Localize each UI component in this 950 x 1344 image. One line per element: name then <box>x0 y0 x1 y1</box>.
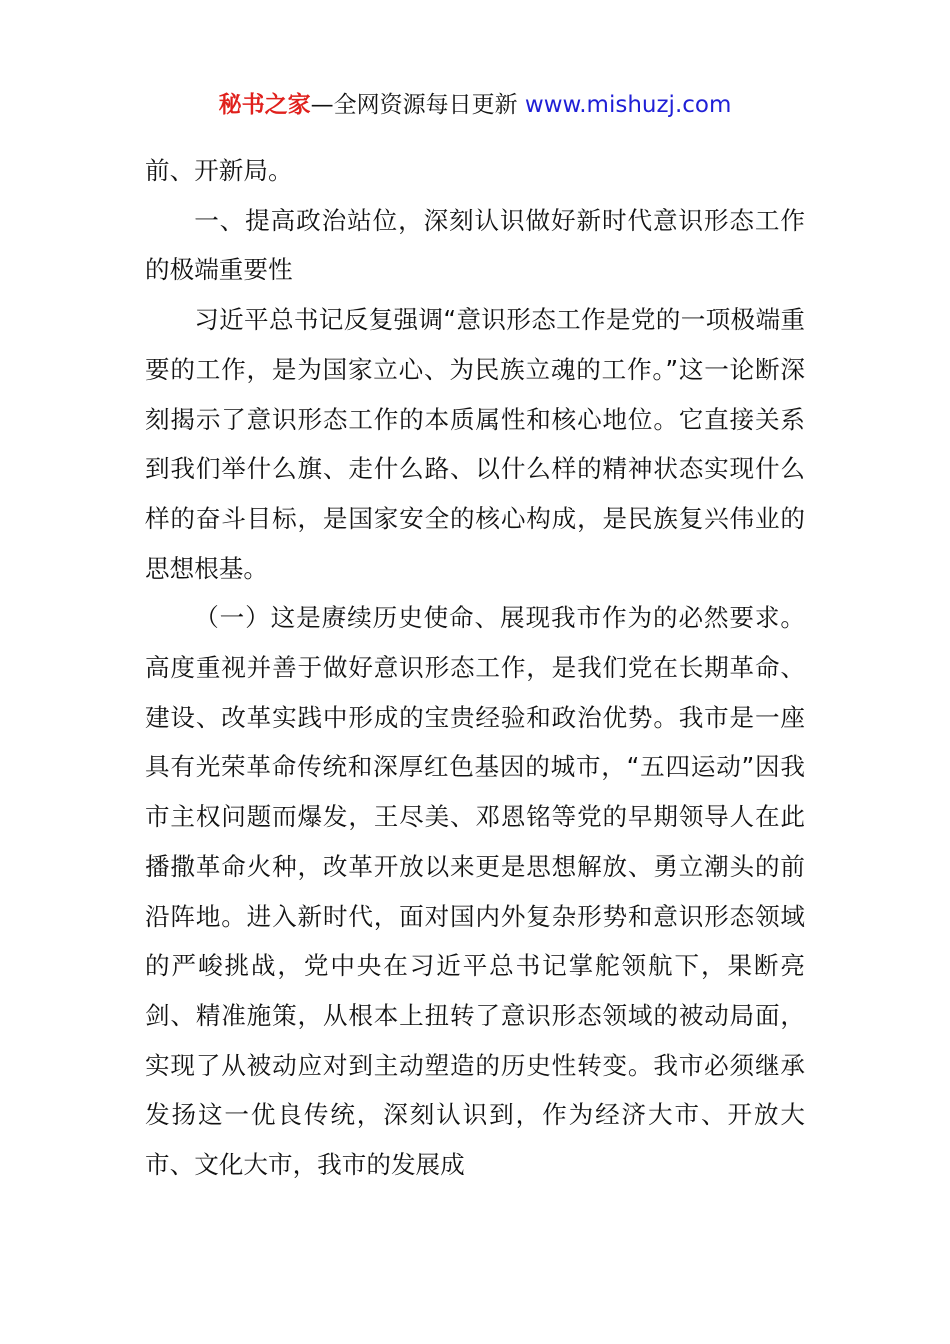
paragraph-continuation: 前、开新局。 <box>145 156 293 185</box>
document-body <box>145 146 805 1190</box>
body-paragraph: （一）这是赓续历史使命、展现我市作为的必然要求。高度重视并善于做好意识形态工作，是我们党在长期革命、建设、改革实践中形成的宝贵经验和政治优势。我市是一座具有光荣革命传统和深厚红色基因的城市，“五四运动”因我市主权问题而爆发，王尽美、邓恩铭等党的早期领导人在此播撒革命火种，改革开放以来更是思想解放、勇立潮头的前沿阵地。进入新时代，面对国内外复杂形势和意识形态领域的严峻挑战，党中央在习近平总书记掌舵领航下，果断亮剑、精准施策，从根本上扭转了意识形态领域的被动局面，实现了从被动应对到主动塑造的历史性转变。我市必须继承发扬这一优良传统，深刻认识到，作为经济大市、开放大市、文化大市，我市的发展成 <box>145 603 805 1180</box>
site-tagline: —全网资源每日更新 <box>310 92 518 118</box>
site-url-link[interactable]: www.mishuzj.com <box>524 92 732 118</box>
site-header <box>0 88 950 122</box>
site-brand: 秘书之家 <box>218 92 311 118</box>
section-heading: 一、提高政治站位，深刻认识做好新时代意识形态工作的极端重要性 <box>145 205 805 285</box>
body-paragraph: 习近平总书记反复强调“意识形态工作是党的一项极端重要的工作，是为国家立心、为民族立魂的工作。”这一论断深刻揭示了意识形态工作的本质属性和核心地位。它直接关系到我们举什么旗、走什么路、以什么样的精神状态实现什么样的奋斗目标，是国家安全的核心构成，是民族复兴伟业的思想根基。 <box>145 305 805 583</box>
